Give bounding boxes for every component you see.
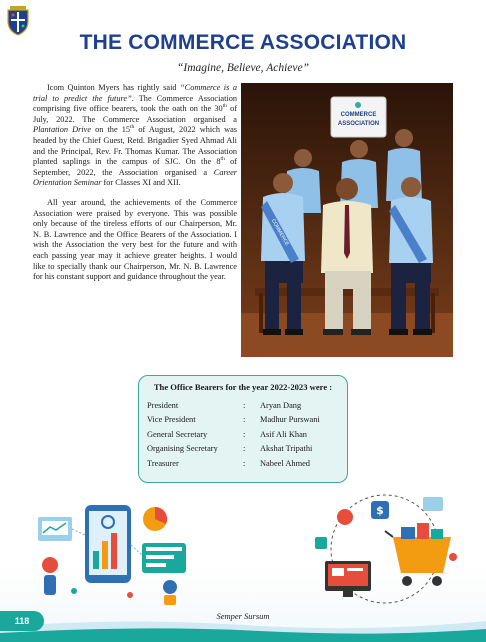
footer-motto: Semper Sursum <box>216 611 270 621</box>
bearer-name: Nabeel Ahmed <box>260 458 310 468</box>
svg-text:$: $ <box>376 504 384 517</box>
page-title: THE COMMERCE ASSOCIATION <box>79 31 407 54</box>
paragraph-1: Icom Quinton Myers has rightly said “Commerce is a trial to predict the future”. The Commerce Association comprising five office bearers, took the oath on the 30th of July, 2022. The Commerce Association organised a Plantation Drive on the 15th of August, 2022 which was headed by the Chief Guest, Retd. Brigadier Syed Ahmad Ali and the Principal, Rev. Fr. Thomas Kumar. The Association planted saplings in the campus of SJC. On the 8th of September, 2022, the Association organised a Career Orientation Seminar for Classes XI and XII. <box>33 83 238 188</box>
office-bearer-row: Treasurer : Nabeel Ahmed <box>147 456 339 471</box>
role-label: Organising Secretary <box>147 444 218 454</box>
banner-line-2: ASSOCIATION <box>337 121 380 127</box>
bearer-name: Akshat Tripathi <box>260 444 313 454</box>
article-text <box>33 83 237 292</box>
bearer-name: Aryan Dang <box>260 400 302 410</box>
paragraph-2: All year around, the achievements of the Commerce Association were praised by everyone. This was possible only because of the tireless efforts of our Chairperson, Mr. N. B. Lawrence and the Office Bearers of the Association. I wish the Association the very best for the future and with each passing year may it achieve greater heights. I would like to specially thank our Chairperson, Mr. N. B. Lawrence for his constant support and guidance throughout the year. <box>33 197 237 282</box>
shopping-cart-illustration <box>305 487 465 610</box>
role-label: Vice President <box>147 415 196 425</box>
role-label: President <box>147 400 179 410</box>
page-number: 118 <box>0 611 44 631</box>
association-motto: “Imagine, Believe, Achieve” <box>177 62 309 74</box>
office-bearers-heading: The Office Bearers for the year 2022-2023 were : <box>153 382 333 392</box>
analytics-illustration <box>30 495 200 605</box>
bearer-name: Asif Ali Khan <box>260 429 307 439</box>
office-bearer-row: Vice President : Madhur Purswani <box>147 413 339 428</box>
role-label: Treasurer <box>147 458 179 468</box>
bearer-name: Madhur Purswani <box>260 415 320 425</box>
banner-line-1: COMMERCE <box>340 112 377 118</box>
group-photo <box>241 83 453 357</box>
office-bearer-row: General Secretary : Asif Ali Khan <box>147 427 339 442</box>
office-bearer-row: President : Aryan Dang <box>147 398 339 413</box>
sash-text: COMMERCE <box>269 218 290 247</box>
role-label: General Secretary <box>147 429 208 439</box>
office-bearers-box <box>138 375 348 483</box>
office-bearer-row: Organising Secretary : Akshat Tripathi <box>147 442 339 457</box>
